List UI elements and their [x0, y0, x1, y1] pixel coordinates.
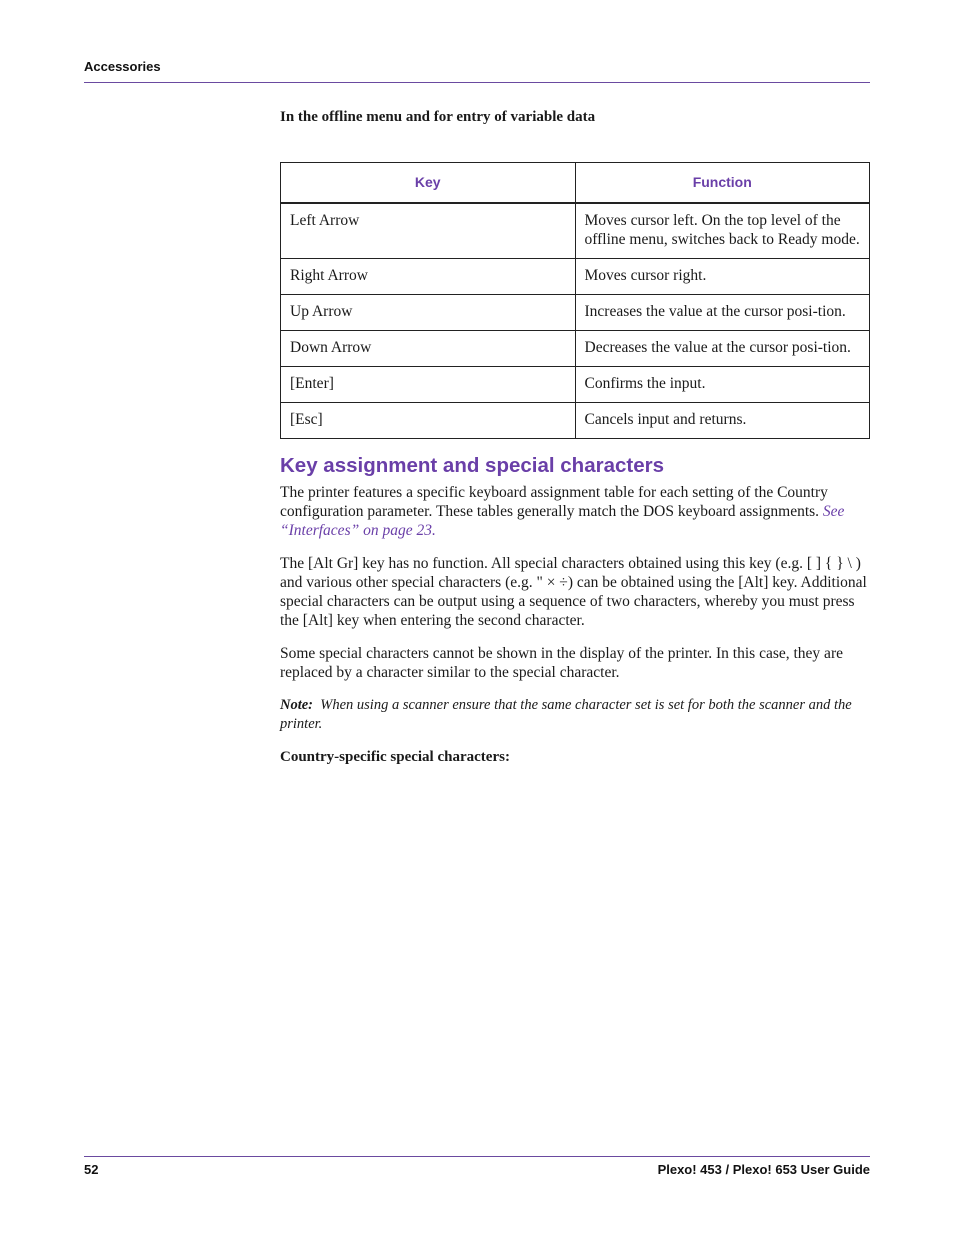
paragraph-keyboard-assignment [280, 483, 870, 540]
note-label: Note: [280, 697, 314, 713]
page-number: 52 [84, 1162, 99, 1177]
table-row [281, 295, 870, 331]
document-title: Plexo! 453 / Plexo! 653 User Guide [657, 1162, 870, 1177]
table-header-row [281, 163, 870, 204]
paragraph-display-limitations: Some special characters cannot be shown in the display of the printer. In this case, they are replaced by a character similar to the special character. [280, 645, 843, 681]
function-cell: Increases the value at the cursor posi-tion. [575, 295, 870, 331]
running-footer [84, 1162, 870, 1177]
section-title: Key assignment and special characters [280, 454, 664, 477]
key-cell: Right Arrow [281, 259, 576, 295]
function-cell: Moves cursor right. [575, 259, 870, 295]
note [280, 696, 870, 734]
footer-rule [84, 1156, 870, 1157]
main-content [280, 108, 870, 781]
key-cell: Up Arrow [281, 295, 576, 331]
table-row [281, 403, 870, 439]
key-cell: Left Arrow [281, 203, 576, 259]
column-header-function: Function [575, 163, 870, 204]
function-cell: Moves cursor left. On the top level of the offline menu, switches back to Ready mode. [575, 203, 870, 259]
table-row [281, 203, 870, 259]
key-function-table [280, 162, 870, 439]
header-rule [84, 82, 870, 83]
subheading-country-characters: Country-specific special characters: [280, 749, 510, 765]
note-text: When using a scanner ensure that the same character set is set for both the scanner and the printer. [280, 697, 852, 732]
running-header: Accessories [84, 59, 161, 74]
table-row [281, 259, 870, 295]
key-cell: [Esc] [281, 403, 576, 439]
paragraph-text: The printer features a specific keyboard assignment table for each setting of the Country configuration parameter. These tables generally match the DOS keyboard assignments. [280, 484, 828, 520]
key-cell: Down Arrow [281, 331, 576, 367]
table-row [281, 367, 870, 403]
function-cell: Decreases the value at the cursor posi-tion. [575, 331, 870, 367]
function-cell: Cancels input and returns. [575, 403, 870, 439]
paragraph-alt-gr: The [Alt Gr] key has no function. All special characters obtained using this key (e.g. [ ] { } \ ) and various other special characters (e.g. " × ÷) can be obtained using the [Alt] key. Additional special characters can be output using a sequence of two characters, whereby you must press the [Alt] key when entering the second character. [280, 555, 867, 629]
key-cell: [Enter] [281, 367, 576, 403]
table-row [281, 331, 870, 367]
function-cell: Confirms the input. [575, 367, 870, 403]
column-header-key: Key [281, 163, 576, 204]
table-caption: In the offline menu and for entry of variable data [280, 109, 596, 125]
interfaces-page-link[interactable]: See “Interfaces” on page 23. [280, 503, 845, 539]
